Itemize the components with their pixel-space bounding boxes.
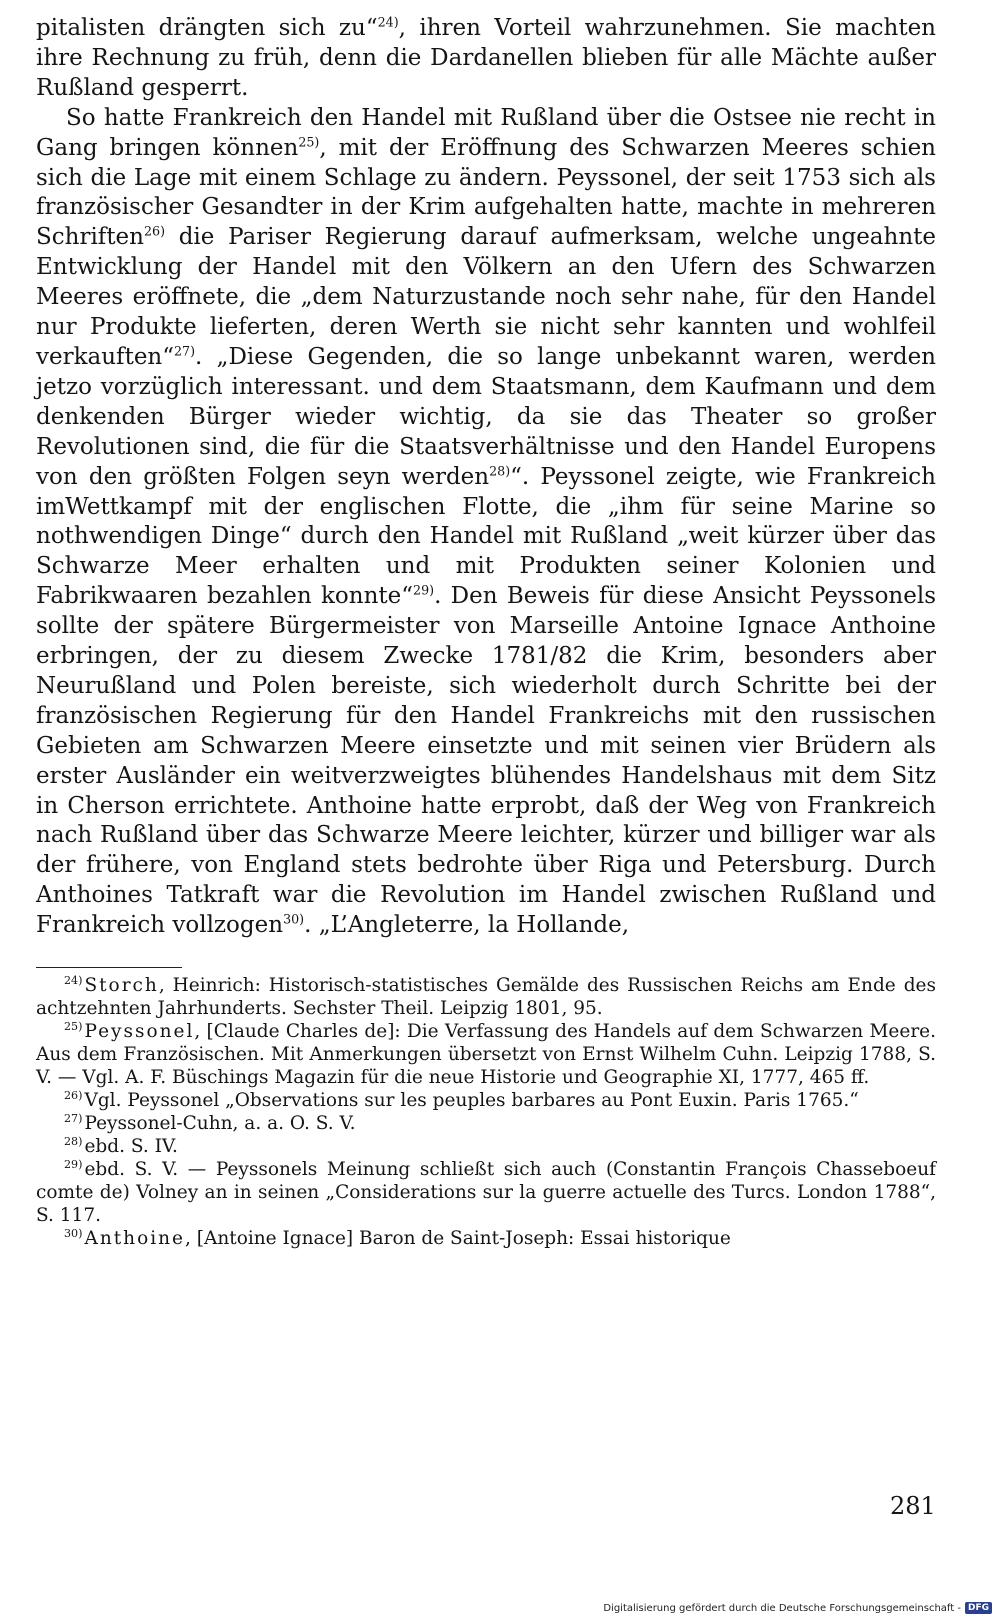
footnote-text: , [Antoine Ignace] Baron de Saint-Joseph: Essai historique (185, 1228, 731, 1250)
footnote (36, 974, 936, 1020)
paragraph-text: . Den Beweis für diese Ansicht Peyssonels sollte der spätere Bürgermeister von Marseille Antoine Ignace Anthoine erbringen, der zu diesem Zwecke 1781/82 die Krim, besonders aber Neurußland und Polen bereiste, sich wiederholt durch Schritte bei der französischen Regierung für den Handel Frankreichs mit den russischen Gebieten am Schwarzen Meere einsetzte und mit seinen vier Brüdern als erster Ausländer ein weitverzweigtes blühendes Handelshaus mit dem Sitz in Cherson errichtete. Anthoine hatte erprobt, daß der Weg von Frankreich nach Rußland über das Schwarze Meere leichter, kürzer und billiger war als der frühere, von England stets bedrohte über Riga und Petersburg. Durch Anthoines Tatkraft war die Revolution im Handel zwischen Rußland und Frankreich vollzogen (36, 583, 936, 939)
footnote-number: 24) (64, 973, 83, 987)
footnote (36, 1112, 936, 1135)
footnote-number: 29) (64, 1157, 83, 1171)
paragraph-text: “. Peyssonel zeigte, wie Frankreich imWettkampf mit der englischen Flotte, die „ihm für seine Marine so nothwendigen Dinge“ durch den Handel mit Rußland „weit kürzer über das Schwarze Meer erhalten und mit Produkten seiner Kolonien und Fabrikwaaren bezahlen konnte“ (36, 463, 936, 610)
dfg-logo-icon: DFG (965, 1602, 992, 1614)
paragraph-text: pitalisten drängten sich zu“ (36, 15, 378, 41)
footnote (36, 1089, 936, 1112)
footnote-reference: 29) (413, 582, 435, 598)
digitization-footer (603, 1602, 992, 1614)
footnote-reference: 30) (283, 911, 305, 927)
footnotes (36, 974, 936, 1250)
footnote-text: Peyssonel-Cuhn, a. a. O. S. V. (84, 1113, 356, 1135)
footnote (36, 1020, 936, 1089)
paragraph-text: die Pariser Regierung darauf aufmerksam, welche ungeahnte Entwicklung der Handel mit den Völkern an den Ufern des Schwarzen Meeres eröffnete, die „dem Naturzustande noch sehr nahe, für den Handel nur Produkte lieferten, deren Werth sie nicht sehr kannten und wohlfeil verkauften“ (36, 224, 936, 370)
footnote (36, 1227, 936, 1250)
footnote-number: 28) (64, 1134, 83, 1148)
footnote-text: , Heinrich: Historisch-statistisches Gemälde des Russischen Reichs am Ende des achtzehnten Jahrhunderts. Sechster Theil. Leipzig 1801, 95. (36, 975, 936, 1020)
footnote-reference: 24) (377, 14, 399, 30)
footnote-number: 25) (64, 1019, 83, 1033)
paragraph-text: , mit der Eröffnung des Schwarzen Meeres schien sich die Lage mit einem Schlage zu ändern. Peyssonel, der seit 1753 sich als französischer Gesandter in der Krim aufgehalten hatte, machte in mehreren Schriften (36, 134, 936, 251)
paragraph (36, 14, 936, 104)
paragraph-text: So hatte Frankreich den Handel mit Rußland über die Ostsee nie recht in Gang bringen können (36, 104, 936, 161)
footnote-author: Storch (84, 975, 159, 997)
main-text (36, 14, 936, 941)
footnote (36, 1135, 936, 1158)
paragraph-text: . „Diese Gegenden, die so lange unbekannt waren, werden jetzo vorzüglich interessant. und dem Staatsmann, dem Kaufmann und dem denkenden Bürger wieder wichtig, da sie das Theater so großer Revolutionen sind, die für die Staatsverhältnisse und den Handel Europens von den größten Folgen seyn werden (36, 343, 936, 490)
paragraph-text: . „L’Angleterre, la Hollande, (304, 912, 630, 939)
footnote-reference: 28) (489, 462, 511, 478)
paragraph-text: , ihren Vorteil wahrzunehmen. Sie machten ihre Rechnung zu früh, denn die Dardanellen blieben für alle Mächte außer Rußland gesperrt. (36, 15, 936, 101)
footnote-text: ebd. S. IV. (84, 1136, 178, 1158)
paragraph (36, 104, 936, 941)
footnote-text: Vgl. Peyssonel „Observations sur les peuples barbares au Pont Euxin. Paris 1765.“ (84, 1090, 859, 1112)
footnote-number: 30) (64, 1226, 83, 1240)
footnote-text: , [Claude Charles de]: Die Verfassung des Handels auf dem Schwarzen Meere. Aus dem Französischen. Mit Anmerkungen übersetzt von Ernst Wilhelm Cuhn. Leipzig 1788, S. V. — Vgl. A. F. Büschings Magazin für die neue Historie und Geographie XI, 1777, 465 ff. (36, 1021, 936, 1089)
footnote-number: 26) (64, 1088, 83, 1102)
page-number: 281 (890, 1492, 936, 1520)
footnote (36, 1158, 936, 1227)
footnote-reference: 26) (143, 223, 166, 239)
page (36, 14, 936, 1250)
footnote-number: 27) (64, 1111, 83, 1125)
footnote-separator (36, 967, 182, 968)
footnote-reference: 25) (298, 133, 320, 149)
footnote-reference: 27) (174, 343, 196, 359)
footer-credit: Digitalisierung gefördert durch die Deutsche Forschungsgemeinschaft - (603, 1602, 961, 1614)
footnote-author: Peyssonel (84, 1021, 195, 1043)
footnote-text: ebd. S. V. — Peyssonels Meinung schließt sich auch (Constantin François Chasseboeuf comte de) Volney an in seinen „Considerations sur la guerre actuelle des Turcs. London 1788“, S. 117. (36, 1159, 936, 1227)
footnote-author: Anthoine (84, 1228, 185, 1250)
